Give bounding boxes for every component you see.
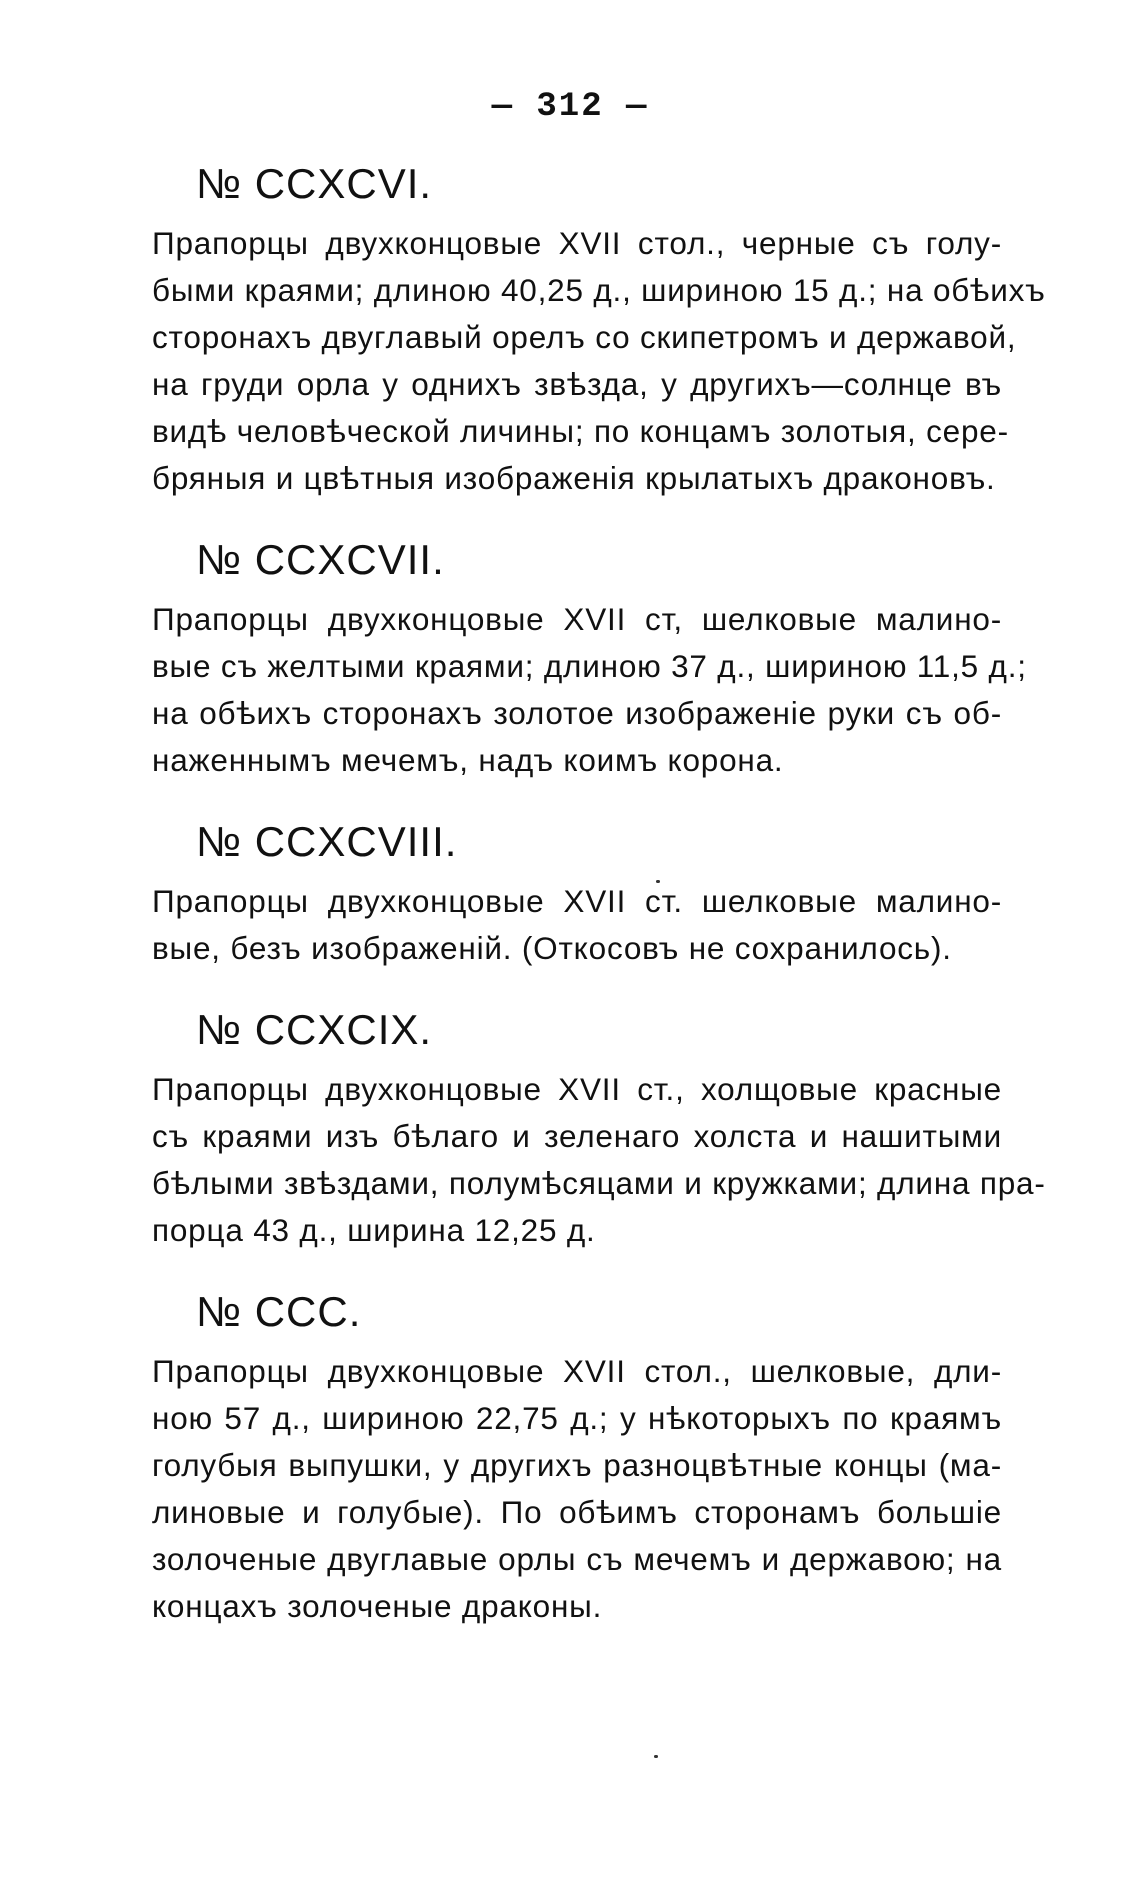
text-line: бѣлыми звѣздами, полумѣсяцами и кружками; длина пра-	[152, 1165, 1046, 1201]
entry-body	[152, 878, 1002, 972]
text-line: вые съ желтыми краями; длиною 37 д., шириною 11,5 д.;	[152, 648, 1027, 684]
entry-title: № CCXCVIII.	[196, 818, 458, 865]
text-line: быми краями; длиною 40,25 д., шириною 15 д.; на обѣихъ	[152, 272, 1046, 308]
text-line: видѣ человѣческой личины; по концамъ золотыя, сере-	[152, 413, 1009, 449]
text-line: сторонахъ двуглавый орелъ со скипетромъ и державой,	[152, 319, 1017, 355]
entry-body	[152, 596, 1027, 784]
entry-title: № CCXCVI.	[196, 160, 433, 207]
entry-title: № CCXCIX.	[196, 1006, 433, 1053]
text-line: съ краями изъ бѣлаго и зеленаго холста и нашитыми	[152, 1118, 1002, 1154]
print-speck	[656, 880, 660, 883]
entry-body	[152, 220, 1046, 502]
text-line: концахъ золоченые драконы.	[152, 1588, 603, 1624]
page-number: — 312 —	[491, 88, 649, 126]
text-line: Прапорцы двухконцовые XVII ст., холщовые красные	[152, 1071, 1002, 1107]
print-speck	[654, 1755, 658, 1758]
text-line: Прапорцы двухконцовые XVII ст, шелковые малино-	[152, 601, 1002, 637]
text-line: золоченые двуглавые орлы съ мечемъ и державою; на	[152, 1541, 1002, 1577]
text-line: на обѣихъ сторонахъ золотое изображеніе руки съ об-	[152, 695, 1002, 731]
entry-ccc	[152, 1288, 1002, 1630]
text-line: наженнымъ мечемъ, надъ коимъ корона.	[152, 742, 784, 778]
entry-ccxcix	[152, 1006, 1046, 1254]
text-line: вые, безъ изображеній. (Откосовъ не сохранилось).	[152, 930, 952, 966]
text-line: ною 57 д., шириною 22,75 д.; у нѣкоторыхъ по краямъ	[152, 1400, 1002, 1436]
entry-ccxcvi	[152, 160, 1046, 502]
text-line: Прапорцы двухконцовые XVII ст. шелковые малино-	[152, 883, 1002, 919]
text-line: на груди орла у однихъ звѣзда, у другихъ—солнце въ	[152, 366, 1002, 402]
text-line: Прапорцы двухконцовые XVII стол., шелковые, дли-	[152, 1353, 1002, 1389]
text-line: линовые и голубые). По обѣимъ сторонамъ большіе	[152, 1494, 1002, 1530]
entry-title: № CCXCVII.	[196, 536, 445, 583]
entry-ccxcviii	[152, 818, 1002, 972]
text-line: голубыя выпушки, у другихъ разноцвѣтные концы (ма-	[152, 1447, 1002, 1483]
text-line: бряныя и цвѣтныя изображенія крылатыхъ драконовъ.	[152, 460, 996, 496]
page-content	[152, 160, 1046, 1664]
entry-ccxcvii	[152, 536, 1027, 784]
text-line: Прапорцы двухконцовые XVII стол., черные съ голу-	[152, 225, 1002, 261]
entry-body	[152, 1066, 1046, 1254]
entry-title: № CCC.	[196, 1288, 362, 1335]
text-line: порца 43 д., ширина 12,25 д.	[152, 1212, 596, 1248]
entry-body	[152, 1348, 1002, 1630]
